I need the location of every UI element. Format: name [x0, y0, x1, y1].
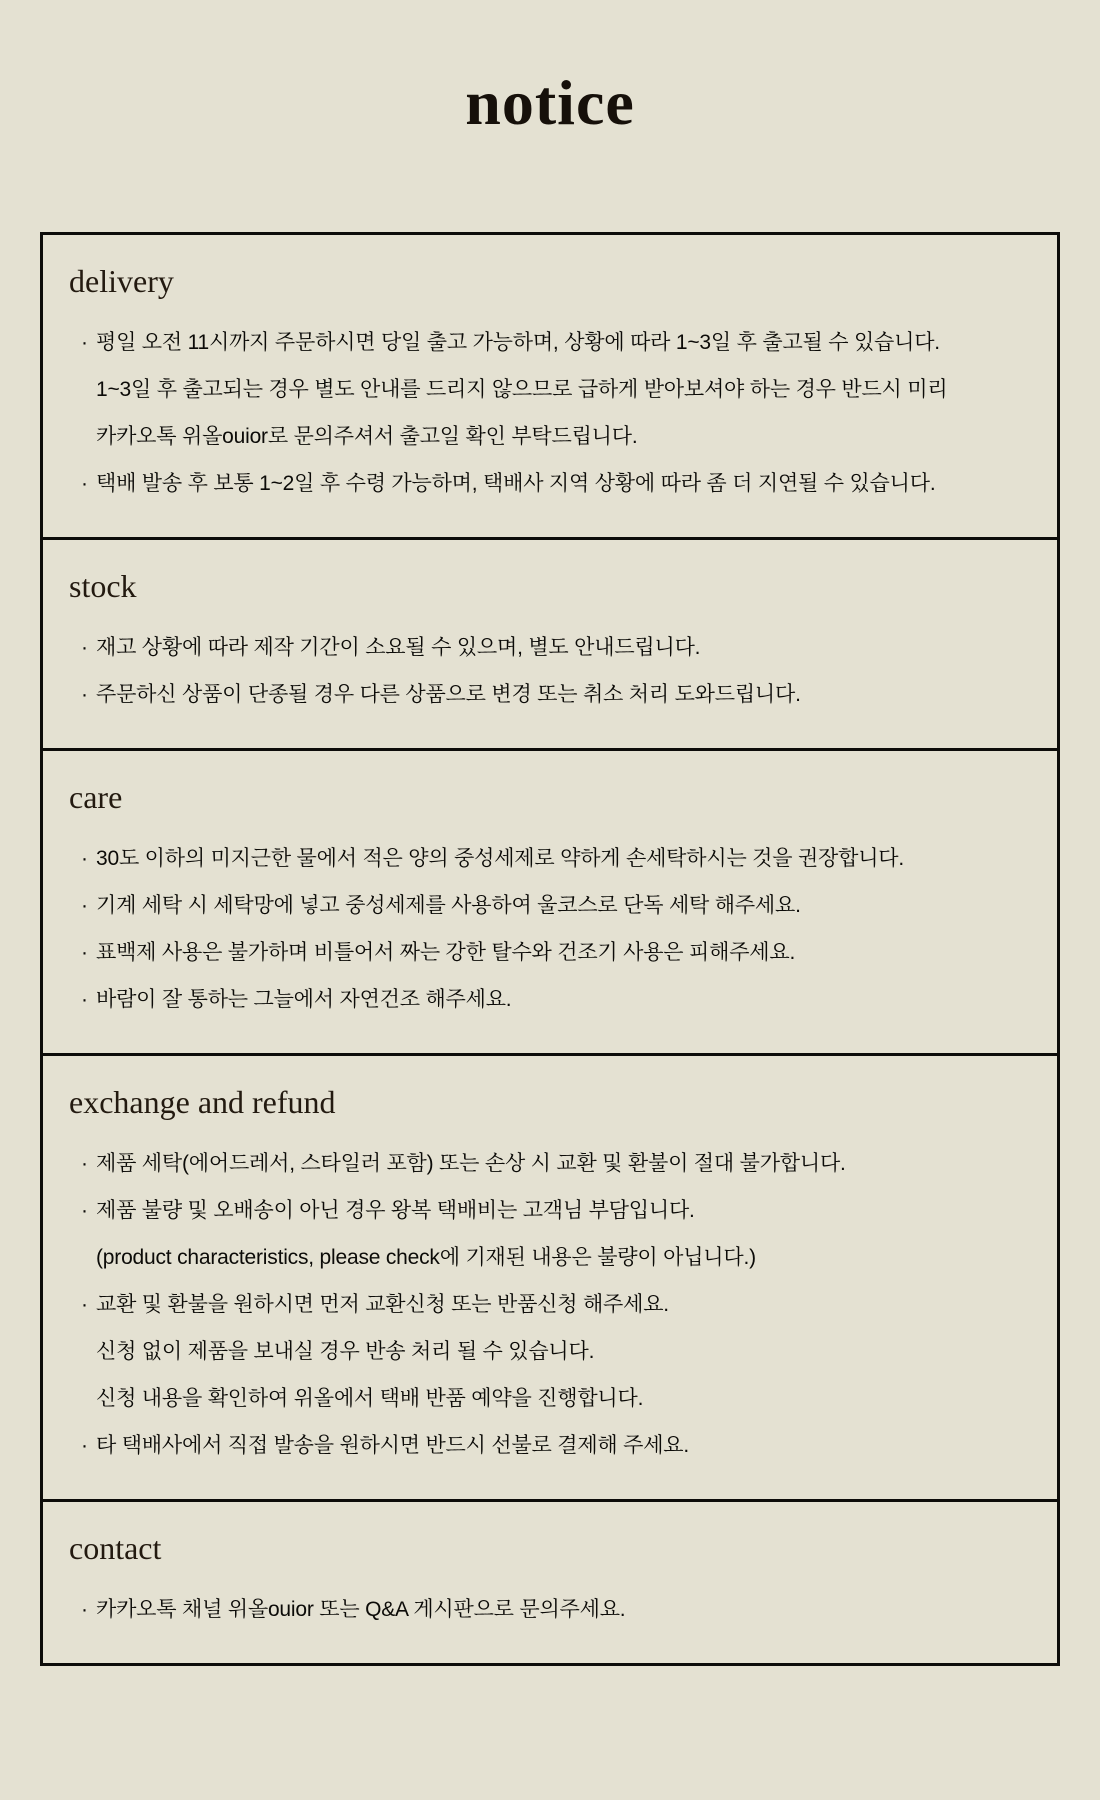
bullet-marker: ·: [81, 1598, 88, 1621]
notice-line: [81, 1328, 1027, 1375]
section-delivery: [43, 235, 1057, 537]
line-text: 교환 및 환불을 원하시면 먼저 교환신청 또는 반품신청 해주세요.: [96, 1293, 669, 1316]
notice-line: [81, 413, 1027, 460]
line-text: 카카오톡 위올ouior로 문의주셔서 출고일 확인 부탁드립니다.: [96, 425, 638, 448]
section-title-contact: contact: [69, 1530, 162, 1566]
section-lines: [69, 624, 1027, 718]
notice-line: [81, 460, 1027, 507]
line-text: 1~3일 후 출고되는 경우 별도 안내를 드리지 않으므로 급하게 받아보셔야 하는 경우 반드시 미리: [96, 378, 948, 401]
line-text: 주문하신 상품이 단종될 경우 다른 상품으로 변경 또는 취소 처리 도와드립니다.: [96, 683, 801, 706]
notice-line: [81, 835, 1027, 882]
line-text: 신청 없이 제품을 보내실 경우 반송 처리 될 수 있습니다.: [96, 1340, 595, 1363]
bullet-marker: ·: [81, 1434, 88, 1457]
line-text: 제품 세탁(에어드레서, 스타일러 포함) 또는 손상 시 교환 및 환불이 절대 불가합니다.: [96, 1152, 846, 1175]
section-lines: [69, 1140, 1027, 1469]
notice-box: [40, 232, 1060, 1666]
section-title-exchange-and-refund: exchange and refund: [69, 1084, 336, 1120]
line-text: 제품 불량 및 오배송이 아닌 경우 왕복 택배비는 고객님 부담입니다.: [96, 1199, 695, 1222]
bullet-marker: ·: [81, 894, 88, 917]
notice-line: [81, 624, 1027, 671]
section-stock: [43, 537, 1057, 748]
section-title-stock: stock: [69, 568, 137, 604]
bullet-marker: ·: [81, 941, 88, 964]
section-lines: [69, 1586, 1027, 1633]
bullet-marker: ·: [81, 1293, 88, 1316]
notice-line: [81, 882, 1027, 929]
section-title-care: care: [69, 779, 123, 815]
notice-line: [81, 929, 1027, 976]
line-text: 표백제 사용은 불가하며 비틀어서 짜는 강한 탈수와 건조기 사용은 피해주세요.: [96, 941, 796, 964]
line-text: 30도 이하의 미지근한 물에서 적은 양의 중성세제로 약하게 손세탁하시는 것을 권장합니다.: [96, 847, 905, 870]
notice-line: [81, 976, 1027, 1023]
section-care: [43, 748, 1057, 1053]
section-title-delivery: delivery: [69, 263, 174, 299]
notice-line: [81, 1586, 1027, 1633]
bullet-marker: ·: [81, 847, 88, 870]
bullet-marker: ·: [81, 683, 88, 706]
notice-line: [81, 319, 1027, 366]
line-text: 재고 상황에 따라 제작 기간이 소요될 수 있으며, 별도 안내드립니다.: [96, 636, 701, 659]
section-exchange-and-refund: [43, 1053, 1057, 1499]
notice-line: [81, 1281, 1027, 1328]
notice-line: [81, 671, 1027, 718]
line-text: (product characteristics, please check에 기재된 내용은 불량이 아닙니다.): [96, 1246, 756, 1269]
bullet-marker: ·: [81, 988, 88, 1011]
bullet-marker: ·: [81, 1199, 88, 1222]
line-text: 바람이 잘 통하는 그늘에서 자연건조 해주세요.: [96, 988, 512, 1011]
notice-line: [81, 1140, 1027, 1187]
section-contact: [43, 1499, 1057, 1663]
bullet-marker: ·: [81, 331, 88, 354]
bullet-marker: ·: [81, 1152, 88, 1175]
line-text: 신청 내용을 확인하여 위올에서 택배 반품 예약을 진행합니다.: [96, 1387, 644, 1410]
line-text: 타 택배사에서 직접 발송을 원하시면 반드시 선불로 결제해 주세요.: [96, 1434, 690, 1457]
line-text: 택배 발송 후 보통 1~2일 후 수령 가능하며, 택배사 지역 상황에 따라 좀 더 지연될 수 있습니다.: [96, 472, 936, 495]
bullet-marker: ·: [81, 472, 88, 495]
notice-line: [81, 1187, 1027, 1234]
notice-line: [81, 1375, 1027, 1422]
notice-line: [81, 366, 1027, 413]
notice-line: [81, 1422, 1027, 1469]
section-lines: [69, 319, 1027, 507]
page-title: notice: [465, 67, 635, 138]
section-lines: [69, 835, 1027, 1023]
line-text: 카카오톡 채널 위올ouior 또는 Q&A 게시판으로 문의주세요.: [96, 1598, 626, 1621]
line-text: 평일 오전 11시까지 주문하시면 당일 출고 가능하며, 상황에 따라 1~3일 후 출고될 수 있습니다.: [96, 331, 940, 354]
line-text: 기계 세탁 시 세탁망에 넣고 중성세제를 사용하여 울코스로 단독 세탁 해주세요.: [96, 894, 801, 917]
notice-line: [81, 1234, 1027, 1281]
bullet-marker: ·: [81, 636, 88, 659]
